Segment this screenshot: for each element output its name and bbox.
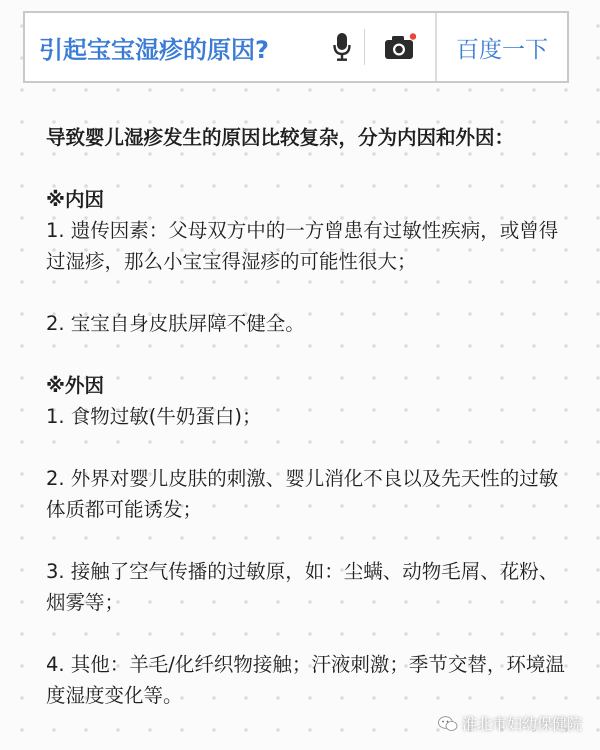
wechat-icon (438, 716, 458, 732)
watermark-text: 淮北市妇幼保健院 (461, 715, 582, 733)
camera-icon[interactable] (365, 13, 435, 81)
search-button[interactable]: 百度一下 (435, 13, 567, 81)
watermark (438, 713, 582, 734)
list-item: 1. 食物过敏(牛奶蛋白)； (46, 405, 262, 428)
section-heading-internal: ※内因 (46, 188, 104, 211)
search-input[interactable]: 引起宝宝湿疹的原因? (39, 35, 269, 64)
microphone-icon[interactable] (320, 13, 364, 81)
list-item: 3. 接触了空气传播的过敏原，如：尘螨、动物毛屑、花粉、烟雾等； (46, 560, 559, 614)
list-item: 4. 其他：羊毛/化纤织物接触；汗液刺激；季节交替，环境温度湿度变化等。 (46, 653, 565, 707)
intro-text: 导致婴儿湿疹发生的原因比较复杂，分为内因和外因： (46, 126, 515, 149)
list-item: 2. 外界对婴儿皮肤的刺激、婴儿消化不良以及先天性的过敏体质都可能诱发； (46, 467, 559, 521)
list-item: 1. 遗传因素：父母双方中的一方曾患有过敏性疾病，或曾得过湿疹，那么小宝宝得湿疹的可能性很大； (46, 219, 559, 273)
section-heading-external: ※外因 (46, 374, 104, 397)
article-body (46, 122, 566, 711)
list-item: 2. 宝宝自身皮肤屏障不健全。 (46, 312, 305, 335)
search-bar (23, 11, 569, 83)
